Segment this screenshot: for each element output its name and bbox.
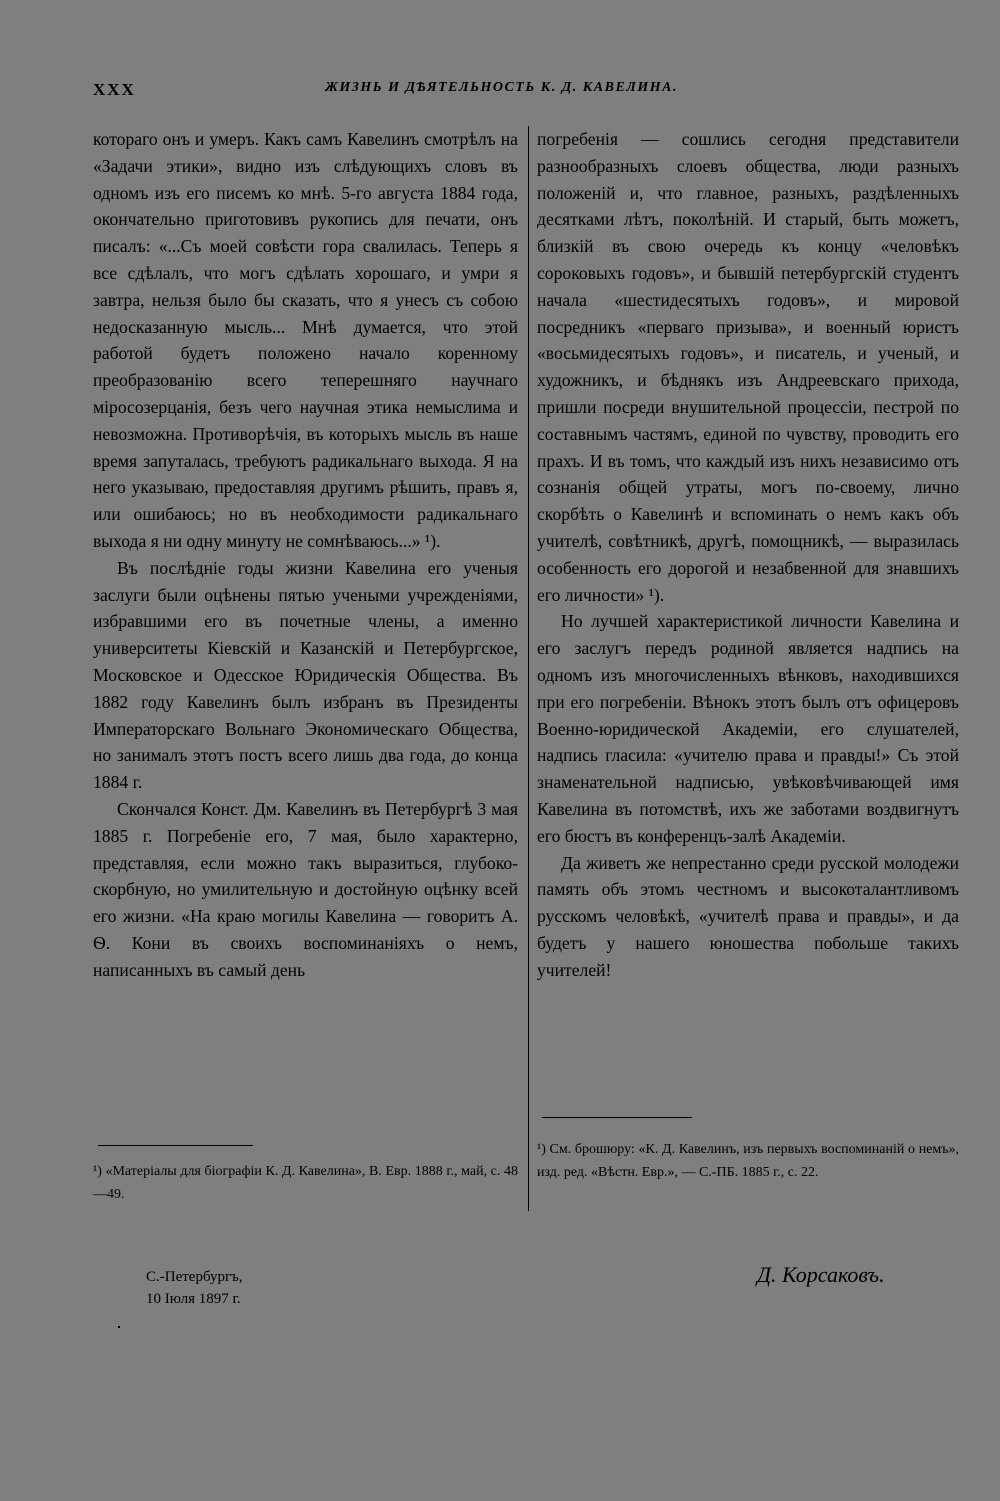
- footnote-left: ¹) «Матеріалы для біографіи К. Д. Кавелина», В. Евр. 1888 г., май, с. 48—49.: [93, 1164, 518, 1202]
- paragraph: котораго онъ и умеръ. Какъ самъ Кавелинъ смотрѣлъ на «Задачи этики», видно изъ слѣдующихъ словъ въ одномъ изъ его писемъ ко мнѣ. 5-го августа 1884 года, окончательно приготовивъ рукопись для печати, онъ писалъ: «...Съ моей совѣсти гора свалилась. Теперь я все сдѣлалъ, что могъ сдѣлать хорошаго, и умри я завтра, нельзя было бы сказать, что я унесъ съ собою недосказанную мысль... Мнѣ думается, что этой работой будетъ положено начало коренному преобразованію всего теперешняго научнаго міросозерцанія, безъ чего научная этика немыслима и невозможна. Противорѣчія, въ которыхъ мысль въ наше время запуталась, требуютъ радикальнаго выхода. Я на него указываю, предоставляя другимъ рѣшить, правъ я, или ошибаюсь; но въ необходимости радикальнаго выхода я ни одну минуту не сомнѣваюсь...» ¹).: [93, 129, 518, 551]
- left-column: [93, 126, 518, 984]
- page-number: XXX: [93, 80, 136, 99]
- paragraph: Скончался Конст. Дм. Кавелинъ въ Петербургѣ 3 мая 1885 г. Погребеніе его, 7 мая, было характерно, представляя, если можно такъ выразиться, глубоко-скорбную, но умилительную и достойную оцѣнку всей его жизни. «На краю могилы Кавелина — говоритъ А. Ѳ. Кони въ своихъ воспоминаніяхъ о немъ, написанныхъ въ самый день: [93, 798, 518, 980]
- paragraph: Да живетъ же непрестанно среди русской молодежи память объ этомъ честномъ и высокоталантливомъ русскомъ человѣкѣ, «учителѣ права и правды», и да будетъ у нашего юношества побольше такихъ учителей!: [537, 852, 959, 980]
- right-column: [537, 126, 959, 984]
- footnote-right: ¹) См. брошюру: «К. Д. Кавелинъ, изъ первыхъ воспоминаній о немъ», изд. ред. «Вѣстн. Евр.», — С.-ПБ. 1885 г., с. 22.: [537, 1142, 959, 1180]
- print-mark: [118, 1326, 120, 1328]
- date: 10 Іюля 1897 г.: [146, 1291, 241, 1307]
- paragraph: Въ послѣдніе годы жизни Кавелина его ученыя заслуги были оцѣнены пятью учеными учрежденіями, избравшими его въ почетные члены, а именно университеты Кіевскій и Казанскій и Петербургское, Московское и Одесское Юридическія Общества. Въ 1882 году Кавелинъ былъ избранъ въ Президенты Императорскаго Вольнаго Экономическаго Общества, но занималъ этотъ постъ всего лишь два года, до конца 1884 г.: [93, 557, 518, 793]
- signature: Д. Корсаковъ.: [757, 1262, 885, 1287]
- paragraph: Но лучшей характеристикой личности Кавелина и его заслугъ передъ родиной является надпись на одномъ изъ многочисленныхъ вѣнковъ, находившихся при его погребеніи. Вѣнокъ этотъ былъ отъ офицеровъ Военно-юридической Академіи, его слушателей, надпись гласила: «учителю права и правды!» Съ этой знаменательной надписью, увѣковѣчивающей имя Кавелина въ потомствѣ, ихъ же заботами воздвигнутъ его бюстъ въ конференцъ-залѣ Академіи.: [537, 611, 959, 846]
- place: С.-Петербургъ,: [146, 1269, 243, 1285]
- footnote-rule: [98, 1145, 253, 1146]
- footnote-rule: [542, 1117, 692, 1118]
- paragraph: погребенія — сошлись сегодня представители разнообразныхъ слоевъ общества, люди разныхъ положеній и, что главное, разныхъ, раздѣленныхъ десятками лѣтъ, поколѣній. И старый, быть можетъ, близкій въ свою очередь къ концу «человѣкъ сороковыхъ годовъ», и бывшій петербургскій студентъ начала «шестидесятыхъ годовъ», и мировой посредникъ «перваго призыва», и военный юристъ «восьмидесятыхъ годовъ», и писатель, и ученый, и художникъ, и бѣднякъ изъ Андреевскаго прихода, пришли посреди внушительной процессіи, пестрой по составнымъ частямъ, единой по чувству, проводить его прахъ. И въ томъ, что каждый изъ нихъ независимо отъ сознанія общей утраты, могъ по-своему, лично скорбѣть о Кавелинѣ и вспоминать о немъ какъ объ учителѣ, совѣтникѣ, другѣ, помощникѣ, — выразилась особенность его дорогой и незабвенной для знавшихъ его личности» ¹).: [537, 129, 959, 605]
- running-title: ЖИЗНЬ И ДѢЯТЕЛЬНОСТЬ К. Д. КАВЕЛИНА.: [325, 80, 679, 95]
- place-date: [146, 1266, 243, 1310]
- column-divider: [528, 126, 529, 1211]
